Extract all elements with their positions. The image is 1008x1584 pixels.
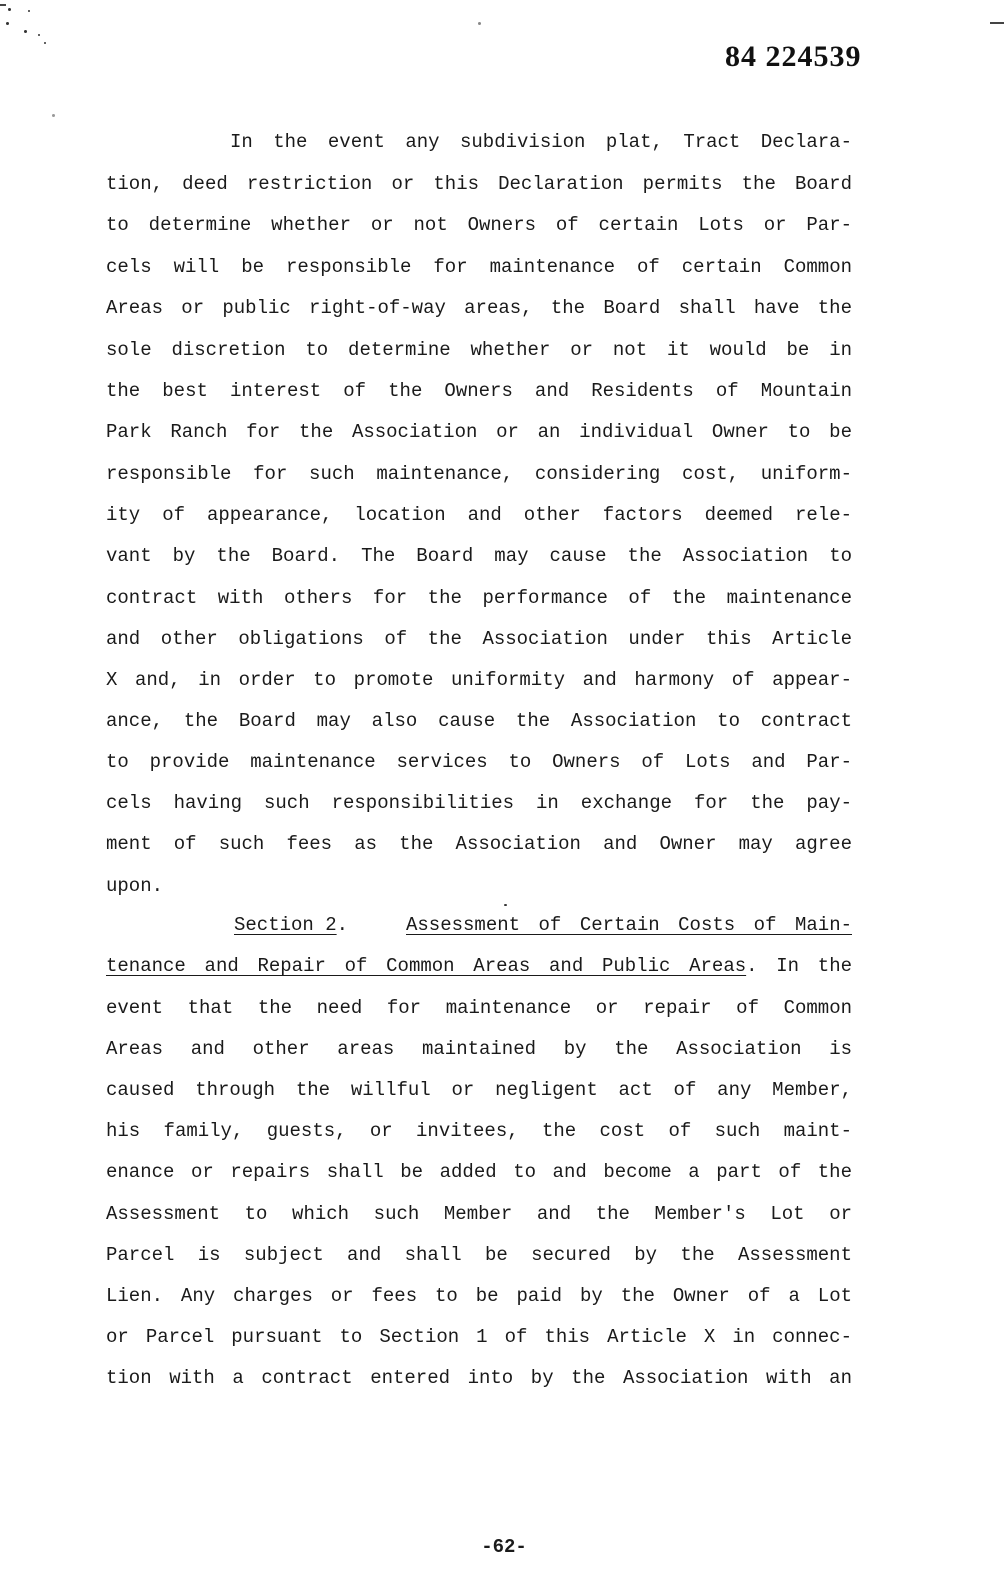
scan-speck	[44, 42, 46, 44]
section-title-part: tenance and Repair of Common Areas and Public Areas	[106, 955, 747, 977]
scan-speck	[24, 30, 27, 33]
paragraph-line: ity of appearance, location and other factors deemed rele-	[106, 504, 852, 526]
scan-speck	[6, 22, 9, 25]
paragraph-line: tion, deed restriction or this Declaration permits the Board	[106, 173, 852, 195]
scan-speck	[504, 904, 507, 906]
paragraph-line: X and, in order to promote uniformity and harmony of appear-	[106, 669, 852, 691]
paragraph-line: event that the need for maintenance or repair of Common	[106, 997, 852, 1019]
paragraph-line: Areas or public right-of-way areas, the Board shall have the	[106, 297, 852, 319]
paragraph-line: and other obligations of the Association under this Article	[106, 628, 852, 650]
paragraph-line: sole discretion to determine whether or not it would be in	[106, 339, 852, 361]
paragraph-line: Lien. Any charges or fees to be paid by the Owner of a Lot	[106, 1285, 852, 1307]
paragraph-line: Areas and other areas maintained by the Association is	[106, 1038, 852, 1060]
scan-speck	[28, 10, 30, 12]
section-title-line	[406, 913, 852, 937]
paragraph-line: to provide maintenance services to Owners of Lots and Par-	[106, 751, 852, 773]
section-title-tail: . In the	[746, 955, 852, 977]
paragraph-line: Assessment to which such Member and the Member's Lot or	[106, 1203, 852, 1225]
section-number: Section 2	[234, 914, 337, 936]
paragraph-line: In the event any subdivision plat, Tract Declara-	[230, 131, 852, 153]
paragraph-line: cels having such responsibilities in exchange for the pay-	[106, 792, 852, 814]
section-number-period: .	[336, 914, 349, 936]
paragraph-line: cels will be responsible for maintenance of certain Common	[106, 256, 852, 278]
paragraph-line: to determine whether or not Owners of certain Lots or Par-	[106, 214, 852, 236]
paragraph-line: ance, the Board may also cause the Association to contract	[106, 710, 852, 732]
paragraph-line: Park Ranch for the Association or an individual Owner to be	[106, 421, 852, 443]
scan-edge-mark	[990, 22, 1004, 24]
section-heading	[234, 913, 348, 937]
paragraph-line: upon.	[106, 875, 164, 897]
paragraph-line: responsible for such maintenance, considering cost, uniform-	[106, 463, 852, 485]
paragraph-line: Parcel is subject and shall be secured by the Assessment	[106, 1244, 852, 1266]
scan-edge-mark	[0, 4, 6, 6]
page-number: -62-	[481, 1536, 527, 1558]
recording-number: 84 224539	[725, 40, 862, 73]
paragraph-line: contract with others for the performance of the maintenance	[106, 587, 852, 609]
paragraph-line: ment of such fees as the Association and Owner may agree	[106, 833, 852, 855]
scan-speck	[52, 114, 55, 117]
paragraph-line: his family, guests, or invitees, the cost of such maint-	[106, 1120, 852, 1142]
scan-speck	[478, 22, 481, 25]
paragraph-line: enance or repairs shall be added to and become a part of the	[106, 1161, 852, 1183]
paragraph-line: tion with a contract entered into by the Association with an	[106, 1367, 852, 1389]
paragraph-line: or Parcel pursuant to Section 1 of this Article X in connec-	[106, 1326, 852, 1348]
scan-speck	[38, 34, 40, 36]
scan-speck	[8, 8, 11, 11]
section-title-part: Assessment of Certain Costs of Main-	[406, 914, 852, 936]
paragraph-line: caused through the willful or negligent act of any Member,	[106, 1079, 852, 1101]
paragraph-line: the best interest of the Owners and Residents of Mountain	[106, 380, 852, 402]
section-title-line	[106, 954, 852, 978]
paragraph-line: vant by the Board. The Board may cause the Association to	[106, 545, 852, 567]
